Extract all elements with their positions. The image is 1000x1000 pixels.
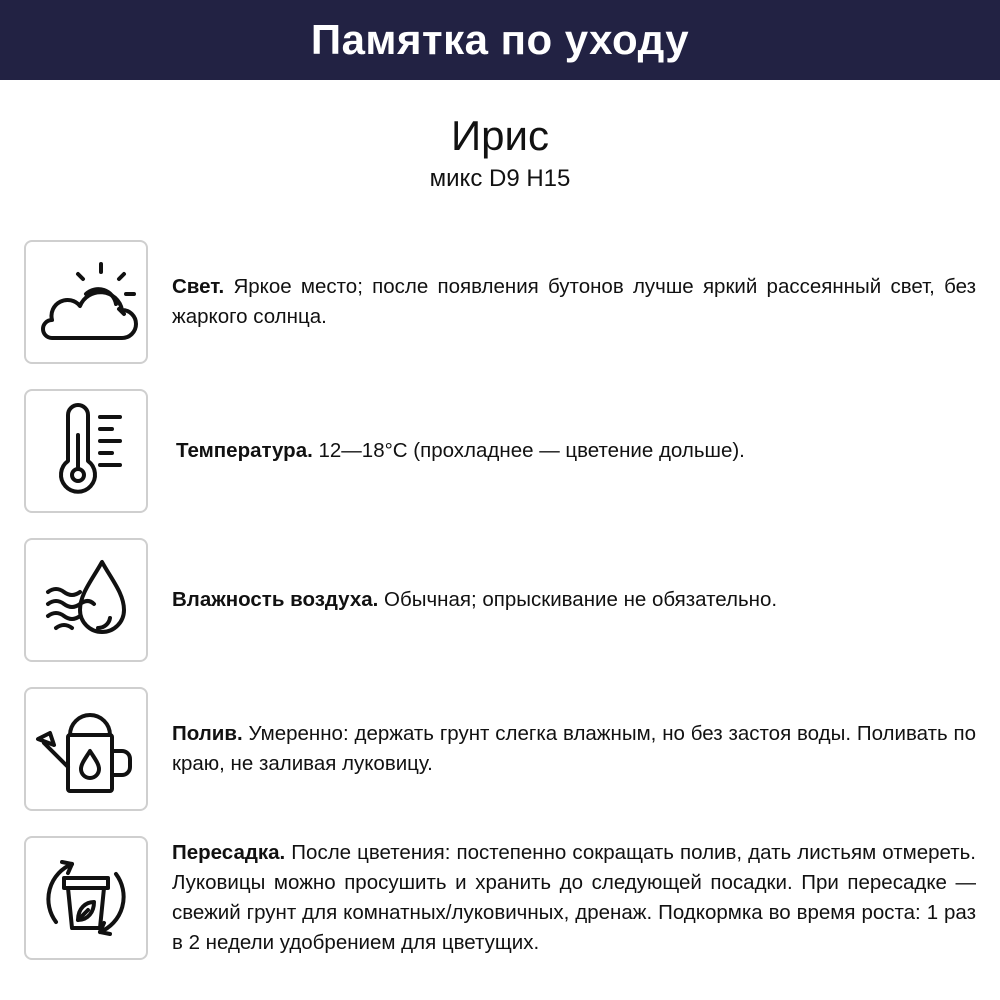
care-desc-light: Яркое место; после появления бутонов лучше яркий рассеянный свет, без жаркого солнца. — [172, 275, 976, 328]
care-title-temperature: Температура. — [176, 439, 313, 462]
care-title-watering: Полив. — [172, 722, 243, 745]
care-item-watering — [24, 686, 976, 812]
care-title-light: Свет. — [172, 275, 225, 298]
page-title: Памятка по уходу — [310, 16, 690, 63]
light-icon-box — [24, 240, 148, 364]
care-desc-repotting: После цветения: постепенно сокращать полив, дать листьям отмереть. Луковицы можно просушить и хранить до следующей посадки. При пересадке — свежий грунт для комнатных/луковичных, дренаж. Подкормка во время роста: 1 раз в 2 недели удобрением для цветущих. — [172, 841, 976, 954]
plant-variant: микс D9 H15 — [429, 165, 571, 192]
temperature-icon-box — [24, 389, 148, 513]
watering-can-icon — [34, 697, 138, 801]
care-desc-temperature: 12—18°С (прохладнее — цветение дольше). — [312, 439, 745, 462]
care-text-repotting — [172, 838, 976, 958]
care-text-humidity — [172, 585, 976, 615]
header-bar — [0, 0, 1000, 80]
care-text-light — [172, 272, 976, 332]
repot-icon — [34, 846, 138, 950]
care-item-light — [24, 239, 976, 365]
plant-name: Ирис — [450, 112, 549, 159]
humidity-icon-box — [24, 538, 148, 662]
humidity-drop-icon — [34, 548, 138, 652]
care-item-temperature — [24, 388, 976, 514]
repotting-icon-box — [24, 836, 148, 960]
thermometer-icon — [34, 399, 138, 503]
sun-cloud-icon — [34, 250, 138, 354]
care-text-temperature — [176, 436, 976, 466]
care-item-repotting — [24, 835, 976, 961]
care-title-repotting: Пересадка. — [172, 841, 286, 864]
care-title-humidity: Влажность воздуха. — [172, 588, 379, 611]
care-desc-watering: Умеренно: держать грунт слегка влажным, но без застоя воды. Поливать по краю, не заливая луковицу. — [172, 722, 976, 775]
care-item-humidity — [24, 537, 976, 663]
care-desc-humidity: Обычная; опрыскивание не обязательно. — [378, 588, 778, 611]
care-text-watering — [172, 719, 976, 779]
watering-icon-box — [24, 687, 148, 811]
